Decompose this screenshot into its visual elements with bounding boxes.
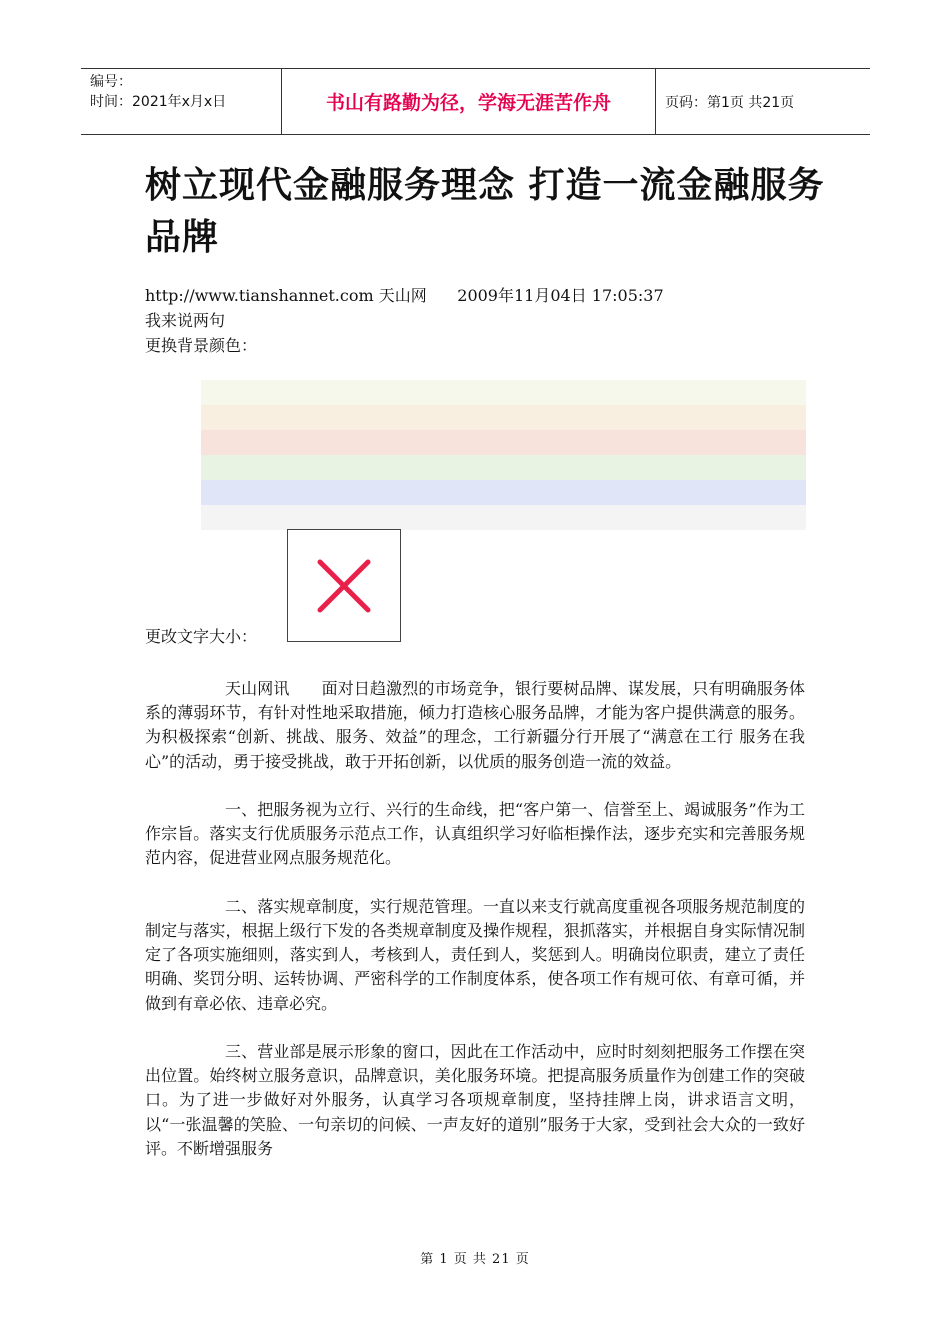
page-footer: 第 1 页 共 21 页 xyxy=(420,1252,530,1267)
header-motto: 书山有路勤为径，学海无涯苦作舟 xyxy=(281,69,656,134)
bg-swatch-1[interactable] xyxy=(201,380,806,405)
article-title: 树立现代金融服务理念 打造一流金融服务品牌 xyxy=(145,165,825,258)
bg-swatch-3[interactable] xyxy=(201,430,806,455)
header-page-info: 页码：第1页 共21页 xyxy=(665,94,795,111)
comment-link[interactable]: 我来说两句 xyxy=(145,311,226,330)
paragraph-2: 一、把服务视为立行、兴行的生命线，把“客户第一、信誉至上、竭诚服务”作为工作宗旨。落实支行优质服务示范点工作，认真组织学习好临柜操作法，逐步充实和完善服务规范内容，促进营业网点服务规范化。 xyxy=(145,800,805,868)
bg-color-label: 更换背景颜色： xyxy=(145,336,258,355)
time-label: 时间：2021年x月x日 xyxy=(90,94,227,110)
header-meta xyxy=(81,69,281,134)
bg-color-swatches xyxy=(201,380,806,530)
bg-swatch-6[interactable] xyxy=(201,505,806,530)
font-size-label: 更改文字大小： xyxy=(145,627,258,646)
bg-swatch-4[interactable] xyxy=(201,455,806,480)
bg-swatch-5[interactable] xyxy=(201,480,806,505)
paragraph-4: 三、营业部是展示形象的窗口，因此在工作活动中，应时时刻刻把服务工作摆在突出位置。始终树立服务意识，品牌意识，美化服务环境。把提高服务质量作为创建工作的突破口。为了进一步做好对外服务，认真学习各项规章制度，坚持挂牌上岗，讲求语言文明，以“一张温馨的笑脸、一句亲切的问候、一声友好的道别”服务于大家，受到社会大众的一致好评。不断增强服务 xyxy=(145,1042,805,1158)
broken-image-icon[interactable] xyxy=(287,529,401,642)
page-header xyxy=(81,68,870,135)
source-line: http://www.tianshannet.com 天山网 2009年11月04日 17:05:37 xyxy=(145,286,664,305)
article-body xyxy=(145,677,805,1185)
bg-swatch-2[interactable] xyxy=(201,405,806,430)
paragraph-3: 二、落实规章制度，实行规范管理。一直以来支行就高度重视各项服务规范制度的制定与落实，根据上级行下发的各类规章制度及操作规程，狠抓落实，并根据自身实际情况制定了各项实施细则，落实到人，考核到人，责任到人，奖惩到人。明确岗位职责，建立了责任明确、奖罚分明、运转协调、严密科学的工作制度体系，使各项工作有规可依、有章可循，并做到有章必依、违章必究。 xyxy=(145,896,805,1013)
paragraph-1: 天山网讯 面对日趋激烈的市场竞争，银行要树品牌、谋发展，只有明确服务体系的薄弱环节，有针对性地采取措施，倾力打造核心服务品牌，才能为客户提供满意的服务。为积极探索“创新、挑战、服务、效益”的理念，工行新疆分行开展了“满意在工行 服务在我心”的活动，勇于接受挑战，敢于开拓创新，以优质的服务创造一流的效益。 xyxy=(145,679,805,771)
red-x-icon xyxy=(314,556,374,616)
number-label: 编号： xyxy=(90,74,132,90)
